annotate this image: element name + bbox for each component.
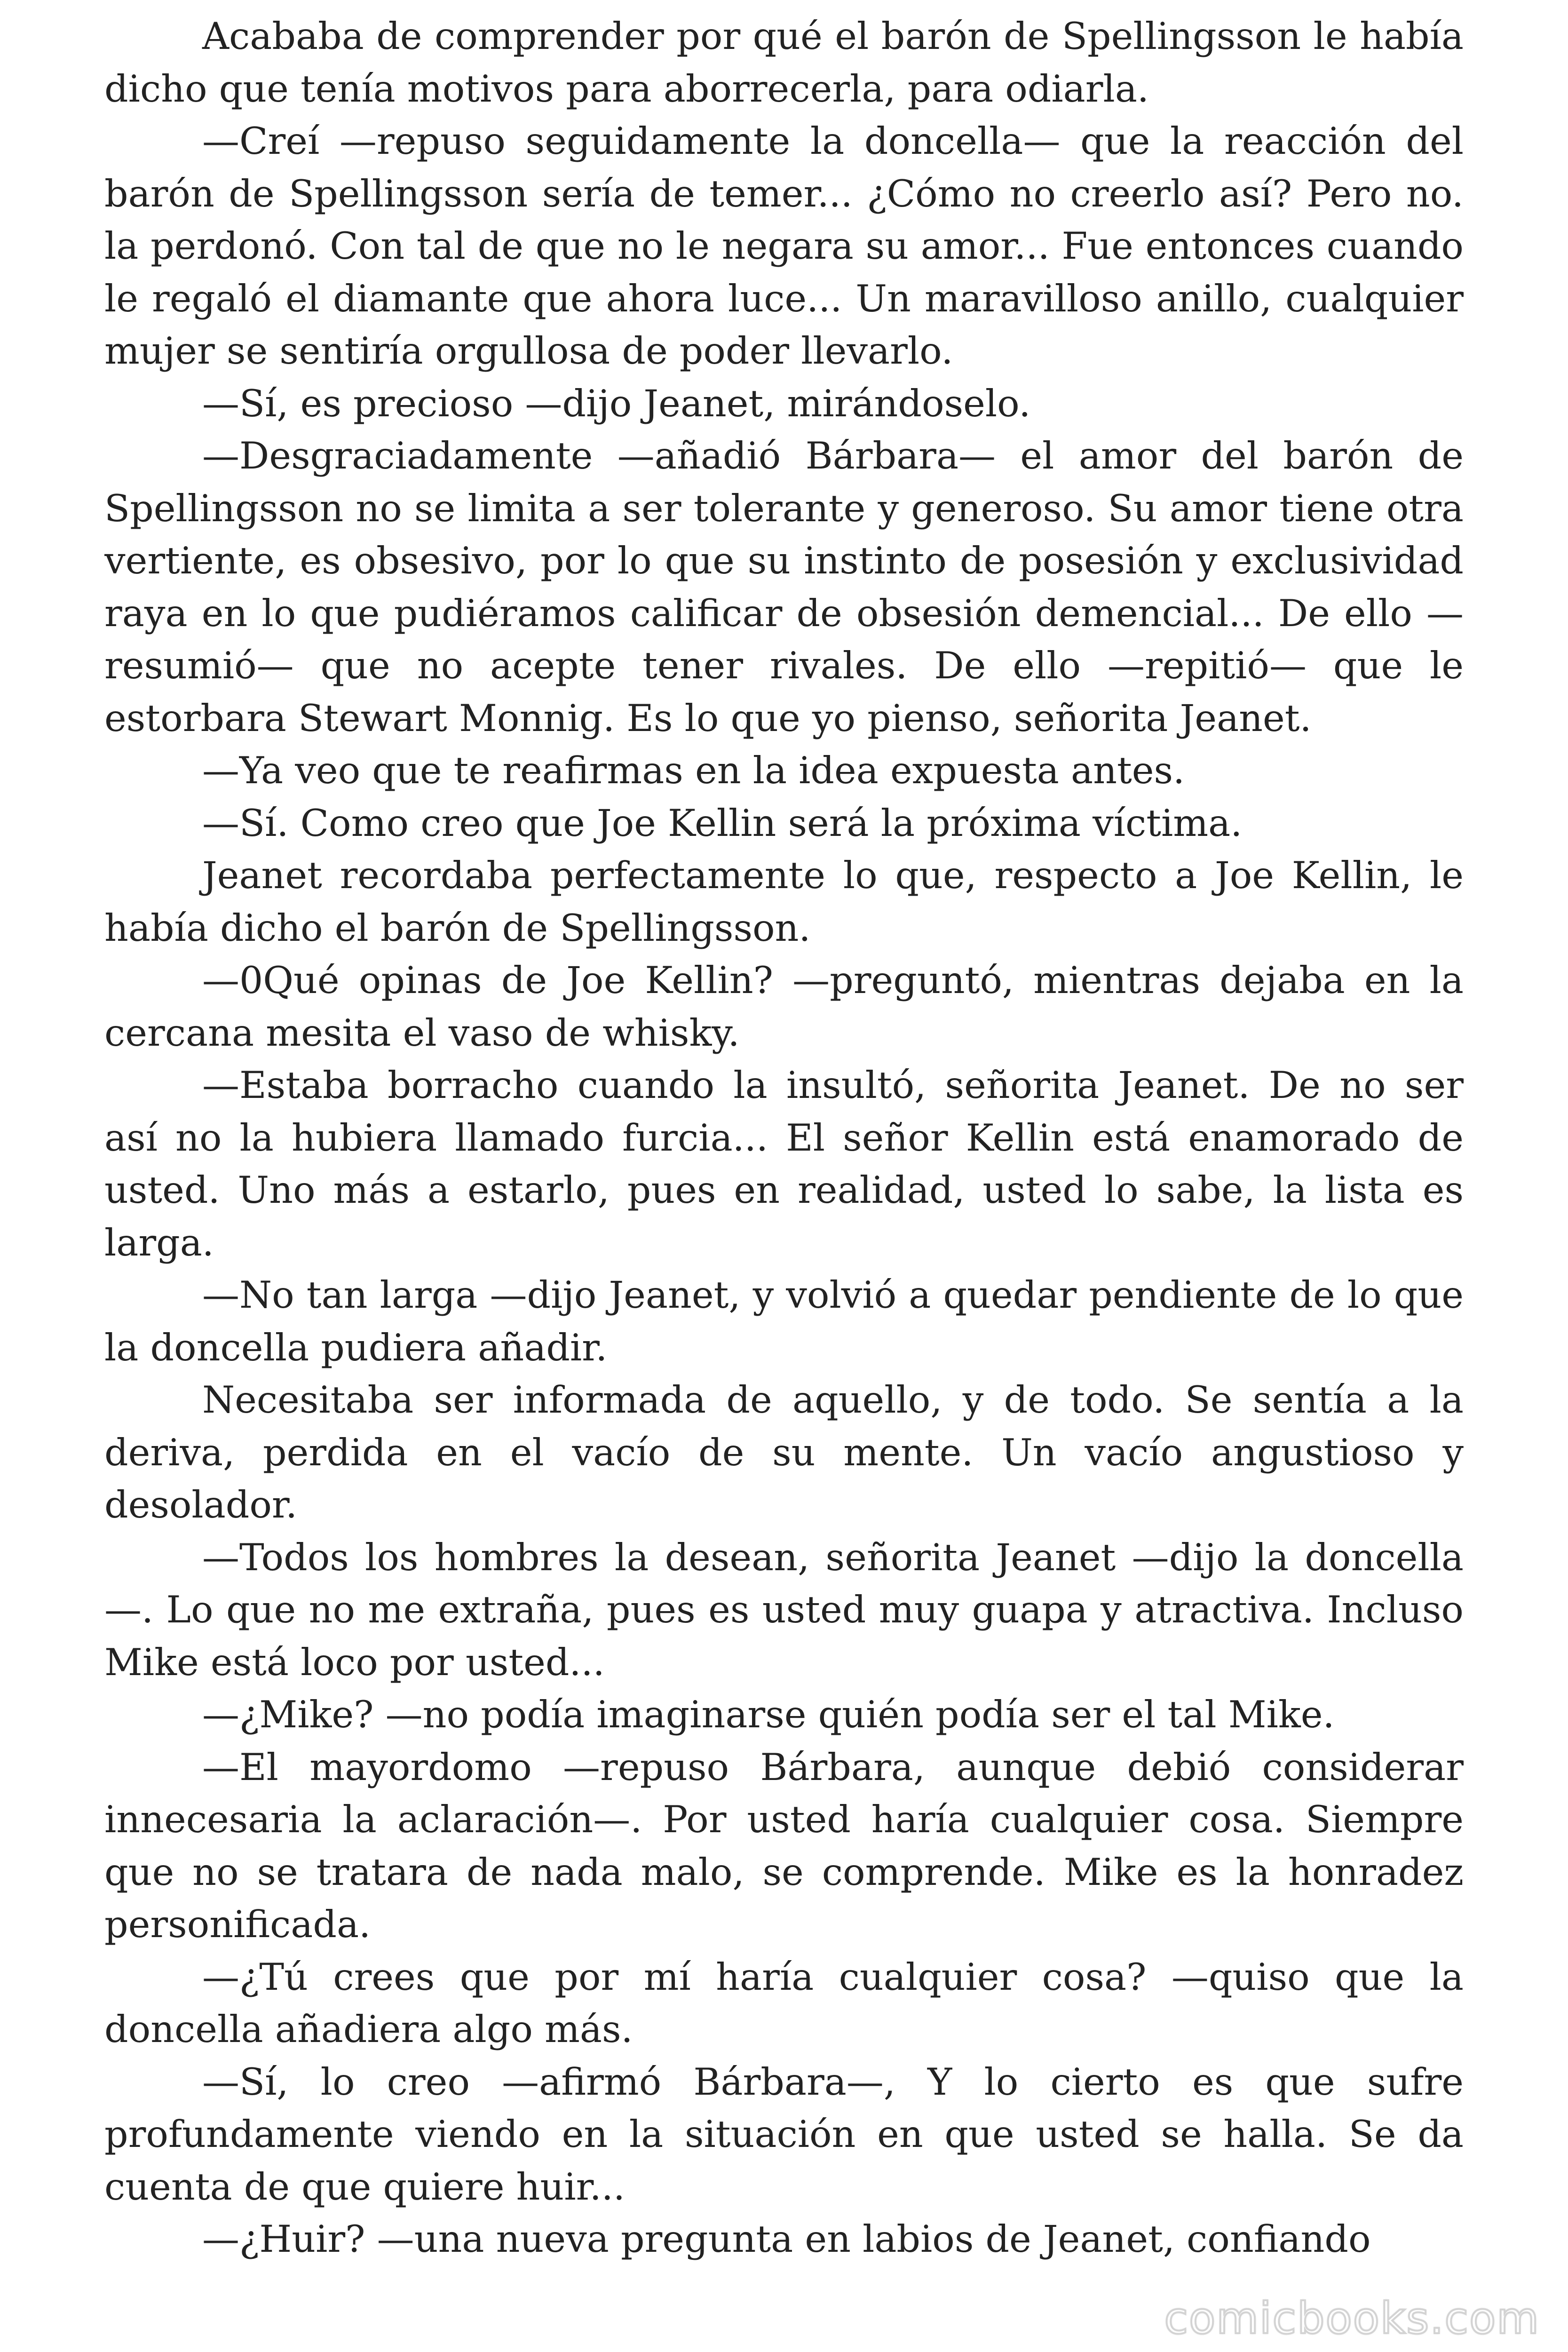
paragraph: —¿Huir? —una nueva pregunta en labios de Jeanet, confiando [202,2217,1371,2261]
paragraph: —El mayordomo —repuso Bárbara, aunque debió considerar innecesaria la aclaración—. Por usted haría cualquier cosa. Siempre que no se tratara de nada malo, se comprende. Mike es la honradez personificada. [104,1745,1464,1946]
paragraph: —Sí, lo creo —afirmó Bárbara—, Y lo cierto es que sufre profundamente viendo en la situación en que usted se halla. Se da cuenta de que quiere huir... [104,2060,1464,2209]
page-text [104,10,1464,2344]
paragraph: —No tan larga —dijo Jeanet, y volvió a quedar pendiente de lo que la doncella pudiera añadir. [104,1273,1464,1369]
watermark: comicbooks.com [1164,2293,1540,2344]
paragraph: —Ya veo que te reafirmas en la idea expuesta antes. [202,749,1185,792]
paragraph: —¿Mike? —no podía imaginarse quién podía ser el tal Mike. [202,1693,1335,1736]
paragraph: —¿Tú crees que por mí haría cualquier cosa? —quiso que la doncella añadiera algo más. [104,1955,1464,2051]
paragraph: —Desgraciadamente —añadió Bárbara— el amor del barón de Spellingsson no se limita a ser tolerante y generoso. Su amor tiene otra vertiente, es obsesivo, por lo que su instinto de posesión y exclusividad raya en lo que pudiéramos calificar de obsesión demencial... De ello —resumió— que no acepte tener rivales. De ello —repitió— que le estorbara Stewart Monnig. Es lo que yo pienso, señorita Jeanet. [104,434,1464,740]
paragraph: —0Qué opinas de Joe Kellin? —preguntó, mientras dejaba en la cercana mesita el vaso de whisky. [104,959,1464,1055]
paragraph: Acababa de comprender por qué el barón de Spellingsson le había dicho que tenía motivos para aborrecerla, para odiarla. [104,15,1464,111]
paragraph: —Sí. Como creo que Joe Kellin será la próxima víctima. [202,801,1243,845]
paragraph: —Todos los hombres la desean, señorita Jeanet —dijo la doncella —. Lo que no me extraña, pues es usted muy guapa y atractiva. Incluso Mike está loco por usted... [104,1535,1464,1684]
paragraph: Necesitaba ser informada de aquello, y de todo. Se sentía a la deriva, perdida en el vacío de su mente. Un vacío angustioso y desolador. [104,1378,1464,1526]
paragraph: —Creí —repuso seguidamente la doncella— que la reacción del barón de Spellingsson sería de temer... ¿Cómo no creerlo así? Pero no. la perdonó. Con tal de que no le negara su amor... Fue entonces cuando le regaló el diamante que ahora luce... Un maravilloso anillo, cualquier mujer se sentiría orgullosa de poder llevarlo. [104,119,1464,373]
paragraph: —Sí, es precioso —dijo Jeanet, mirándoselo. [202,381,1031,425]
paragraph: —Estaba borracho cuando la insultó, señorita Jeanet. De no ser así no la hubiera llamado furcia... El señor Kellin está enamorado de usted. Uno más a estarlo, pues en realidad, usted lo sabe, la lista es larga. [104,1064,1464,1264]
paragraph: Jeanet recordaba perfectamente lo que, respecto a Joe Kellin, le había dicho el barón de Spellingsson. [104,854,1464,950]
